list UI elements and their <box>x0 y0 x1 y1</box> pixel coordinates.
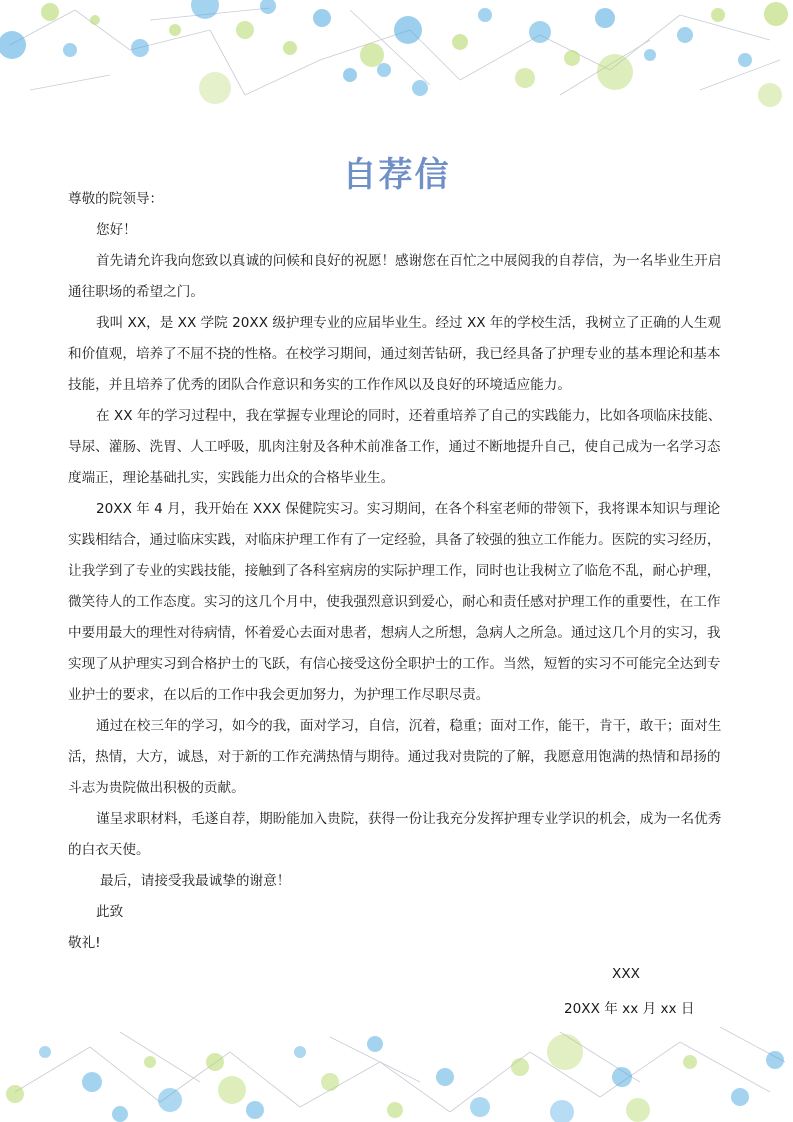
closing: 此致 <box>96 904 124 920</box>
top-bubble-decoration <box>0 0 793 110</box>
paragraph: 我叫 XX，是 XX 学院 20XX 级护理专业的应届毕业生。经过 XX 年的学校生活，我树立了正确的人生观和价值观，培养了不屈不挠的性格。在校学习期间，通过刻苦钻研，我已经具备了护理专业的基本理论和基本技能，并且培养了优秀的团队合作意识和务实的工作作风以及良好的环境适应能力。 <box>68 315 722 393</box>
paragraph: 通过在校三年的学习，如今的我，面对学习，自信，沉着，稳重；面对工作，能干，肯干，敢干；面对生活，热情，大方，诚恳，对于新的工作充满热情与期待。通过我对贵院的了解，我愿意用饱满的热情和昂扬的斗志为贵院做出积极的贡献。 <box>68 718 722 796</box>
paragraph: 首先请允许我向您致以真诚的问候和良好的祝愿！感谢您在百忙之中展阅我的自荐信，为一名毕业生开启通往职场的希望之门。 <box>68 253 722 300</box>
page-title: 自荐信 <box>342 154 451 195</box>
paragraph: 在 XX 年的学习过程中，我在掌握专业理论的同时，还着重培养了自己的实践能力，比如各项临床技能、导尿、灌肠、洗胃、人工呼吸，肌肉注射及各种术前准备工作，通过不断地提升自己，使自己成为一名学习态度端正，理论基础扎实，实践能力出众的合格毕业生。 <box>68 408 722 486</box>
regards: 敬礼! <box>68 935 101 951</box>
paragraph: 谨呈求职材料，毛遂自荐，期盼能加入贵院，获得一份让我充分发挥护理专业学识的机会，成为一名优秀的白衣天使。 <box>68 811 722 858</box>
closing-thanks: 最后，请接受我最诚挚的谢意！ <box>100 873 291 889</box>
paragraph: 20XX 年 4 月，我开始在 XXX 保健院实习。实习期间，在各个科室老师的带领下，我将课本知识与理论实践相结合，通过临床实践，对临床护理工作有了一定经验，具备了较强的独立工作能力。医院的实习经历，让我学到了专业的实践技能，接触到了各科室病房的实际护理工作，同时也让我树立了临危不乱，耐心护理，微笑待人的工作态度。实习的这几个月中，使我强烈意识到爱心，耐心和责任感对护理工作的重要性，在工作中要用最大的理性对待病情，怀着爱心去面对患者，想病人之所想，急病人之所急。通过这几个月的实习，我实现了从护理实习到合格护士的飞跃，有信心接受这份全职护士的工作。当然，短暂的实习不可能完全达到专业护士的要求，在以后的工作中我会更加努力，为护理工作尽职尽责。 <box>68 501 721 703</box>
letter-date: 20XX 年 xx 月 xx 日 <box>564 1001 695 1017</box>
letter-body <box>68 184 728 959</box>
bottom-bubble-decoration <box>0 1022 793 1122</box>
sender-name: XXX <box>612 966 640 982</box>
greeting: 您好！ <box>96 222 137 238</box>
salutation: 尊敬的院领导： <box>68 191 164 207</box>
